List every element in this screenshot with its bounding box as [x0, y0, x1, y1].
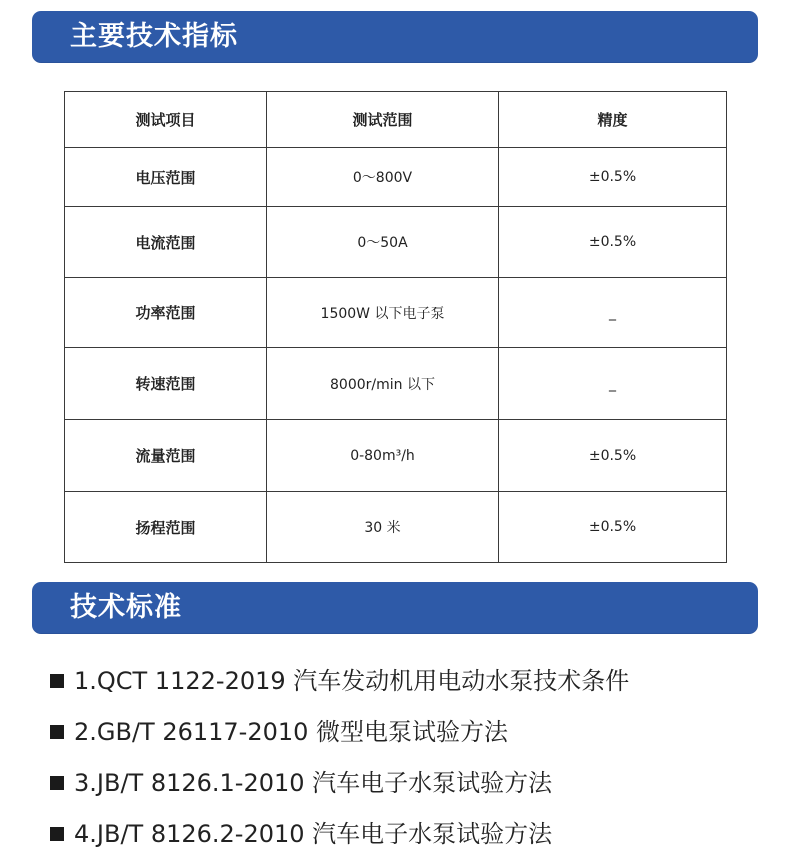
spec-table [64, 91, 727, 563]
bullet-square-icon [50, 725, 64, 739]
table-header-row [65, 92, 727, 148]
bullet-square-icon [50, 776, 64, 790]
list-item [50, 757, 629, 808]
table-row [65, 148, 727, 207]
table-row [65, 420, 727, 492]
cell-range: 1500W 以下电子泵 [267, 278, 499, 348]
cell-precision: ±0.5% [499, 148, 727, 207]
section-header-standards [32, 582, 758, 634]
cell-item: 流量范围 [65, 420, 267, 492]
bullet-square-icon [50, 674, 64, 688]
cell-item: 扬程范围 [65, 492, 267, 563]
table-row [65, 348, 727, 420]
standard-text: 1.QCT 1122-2019 汽车发动机用电动水泵技术条件 [74, 666, 630, 695]
list-item [50, 706, 629, 757]
standard-text: 4.JB/T 8126.2-2010 汽车电子水泵试验方法 [74, 819, 553, 848]
table-row [65, 278, 727, 348]
cell-range: 0～50A [267, 207, 499, 278]
section-title-standards: 技术标准 [70, 592, 182, 623]
cell-precision: ±0.5% [499, 420, 727, 492]
cell-range: 0～800V [267, 148, 499, 207]
section-title-specs: 主要技术指标 [70, 21, 238, 52]
bullet-square-icon [50, 827, 64, 841]
header-precision: 精度 [499, 92, 727, 148]
cell-item: 转速范围 [65, 348, 267, 420]
table-row [65, 492, 727, 563]
standard-text: 3.JB/T 8126.1-2010 汽车电子水泵试验方法 [74, 768, 553, 797]
cell-precision: _ [499, 278, 727, 348]
cell-range: 30 米 [267, 492, 499, 563]
header-test-range: 测试范围 [267, 92, 499, 148]
list-item [50, 655, 629, 706]
cell-item: 功率范围 [65, 278, 267, 348]
cell-item: 电流范围 [65, 207, 267, 278]
header-test-item: 测试项目 [65, 92, 267, 148]
standards-list [50, 655, 629, 859]
standard-text: 2.GB/T 26117-2010 微型电泵试验方法 [74, 717, 509, 746]
cell-range: 8000r/min 以下 [267, 348, 499, 420]
cell-precision: ±0.5% [499, 207, 727, 278]
list-item [50, 808, 629, 859]
section-header-specs [32, 11, 758, 63]
cell-precision: _ [499, 348, 727, 420]
cell-item: 电压范围 [65, 148, 267, 207]
cell-range: 0-80m³/h [267, 420, 499, 492]
table-row [65, 207, 727, 278]
cell-precision: ±0.5% [499, 492, 727, 563]
